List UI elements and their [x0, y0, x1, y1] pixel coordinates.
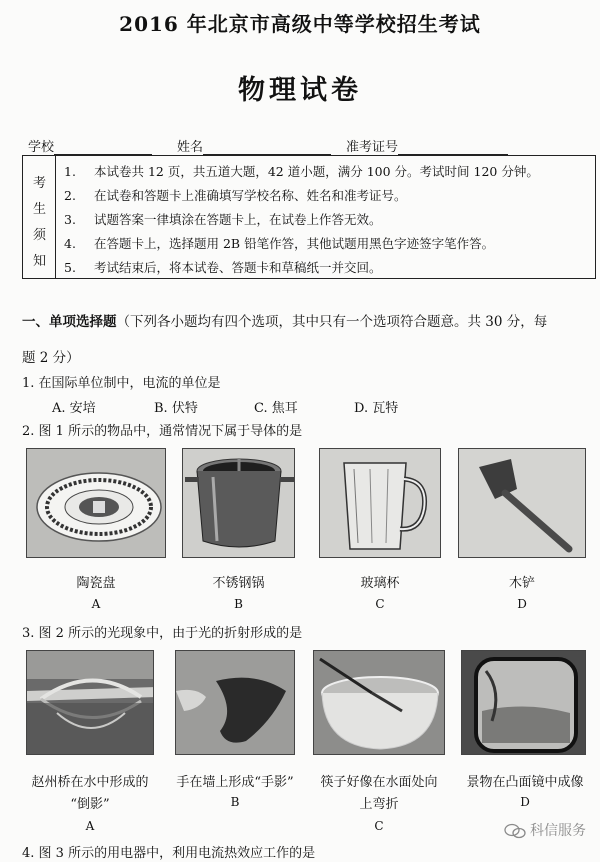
- convex-mirror-icon: [462, 651, 586, 755]
- bridge-reflection-icon: [27, 651, 154, 755]
- ceramic-plate-photo: [26, 448, 166, 558]
- q2-letter-c: C: [375, 597, 385, 611]
- q3-caption-a-line2: “倒影”: [70, 797, 110, 812]
- notice-rule: 2. 在试卷和答题卡上准确填写学校名称、姓名和准考证号。: [64, 188, 407, 203]
- glass-mug-icon: [320, 449, 441, 558]
- hand-shadow-photo: [175, 650, 295, 755]
- ticket-blank: [398, 142, 508, 155]
- q3-letter-c: C: [374, 819, 384, 833]
- q2-caption-c: 玻璃杯: [360, 576, 400, 591]
- zhaozhou-bridge-photo: [26, 650, 154, 755]
- q3-letter-d: D: [520, 795, 530, 809]
- paper-subtitle: 物理试卷: [238, 75, 362, 106]
- hand-shadow-icon: [176, 651, 295, 755]
- question-4-stem: 4. 图 3 所示的用电器中，利用电流热效应工作的是: [22, 846, 316, 861]
- notice-char: 须: [32, 228, 46, 243]
- question-3-stem: 3. 图 2 所示的光现象中，由于光的折射形成的是: [22, 626, 303, 641]
- question-2-stem: 2. 图 1 所示的物品中，通常情况下属于导体的是: [22, 424, 303, 439]
- q2-letter-a: A: [91, 597, 101, 611]
- q3-caption-c-line2: 上弯折: [359, 797, 399, 812]
- chopsticks-bowl-icon: [314, 651, 445, 755]
- school-label: 学校: [28, 140, 55, 155]
- exam-title: 2016 年北京市高级中等学校招生考试: [119, 12, 481, 36]
- ticket-field: [346, 136, 508, 155]
- section-desc-cont: 题 2 分）: [22, 350, 80, 366]
- q2-caption-d: 木铲: [508, 576, 535, 591]
- notice-char: 知: [32, 254, 46, 269]
- name-field: [177, 136, 331, 155]
- notice-char: 生: [32, 202, 46, 217]
- name-label: 姓名: [177, 140, 204, 155]
- steel-pot-photo: [182, 448, 295, 558]
- q1-option-d: D. 瓦特: [354, 401, 399, 416]
- q1-option-a: A. 安培: [52, 401, 96, 416]
- school-blank: [54, 142, 152, 155]
- q3-letter-b: B: [230, 795, 240, 809]
- q2-caption-a: 陶瓷盘: [76, 576, 116, 591]
- q1-option-b: B. 伏特: [154, 401, 198, 416]
- notice-rule: 5. 考试结束后，将本试卷、答题卡和草稿纸一并交回。: [64, 260, 382, 275]
- question-1-stem: 1. 在国际单位制中，电流的单位是: [22, 376, 221, 391]
- watermark-text: 科信服务: [530, 823, 586, 839]
- q3-caption-d: 景物在凸面镜中成像: [466, 775, 584, 790]
- chopsticks-water-photo: [313, 650, 445, 755]
- q2-letter-b: B: [234, 597, 243, 611]
- wooden-spatula-photo: [458, 448, 586, 558]
- notice-side-label: [23, 156, 56, 278]
- q3-caption-b: 手在墙上形成“手影”: [176, 775, 294, 790]
- notice-box: [22, 155, 596, 279]
- q3-letter-a: A: [85, 819, 95, 833]
- notice-rule: 1. 本试卷共 12 页，共五道大题，42 道小题，满分 100 分。考试时间 120 分钟。: [64, 164, 539, 179]
- ticket-label: 准考证号: [346, 140, 399, 155]
- notice-char: 考: [32, 176, 46, 191]
- notice-rule: 4. 在答题卡上，选择题用 2B 铅笔作答，其他试题用黑色字迹签字笔作答。: [64, 236, 495, 251]
- steel-pot-icon: [183, 449, 295, 558]
- section-heading: [22, 310, 547, 330]
- convex-mirror-photo: [461, 650, 586, 755]
- section-desc: （下列各小题均有四个选项，其中只有一个选项符合题意。共 30 分，每: [116, 314, 548, 330]
- name-blank: [203, 142, 331, 155]
- ceramic-plate-icon: [27, 449, 166, 558]
- q2-caption-b: 不锈钢锅: [212, 576, 265, 591]
- glass-cup-photo: [319, 448, 441, 558]
- q3-caption-a-line1: 赵州桥在水中形成的: [31, 775, 149, 790]
- section-title: 一、单项选择题: [22, 314, 117, 330]
- notice-rule: 3. 试题答案一律填涂在答题卡上，在试卷上作答无效。: [64, 212, 382, 227]
- q1-option-c: C. 焦耳: [254, 401, 298, 416]
- watermark: [504, 820, 586, 840]
- chat-bubble-icon: [504, 823, 526, 839]
- q3-caption-c-line1: 筷子好像在水面处向: [320, 775, 438, 790]
- q2-letter-d: D: [517, 597, 527, 611]
- school-field: [28, 136, 152, 155]
- wooden-spatula-icon: [459, 449, 586, 558]
